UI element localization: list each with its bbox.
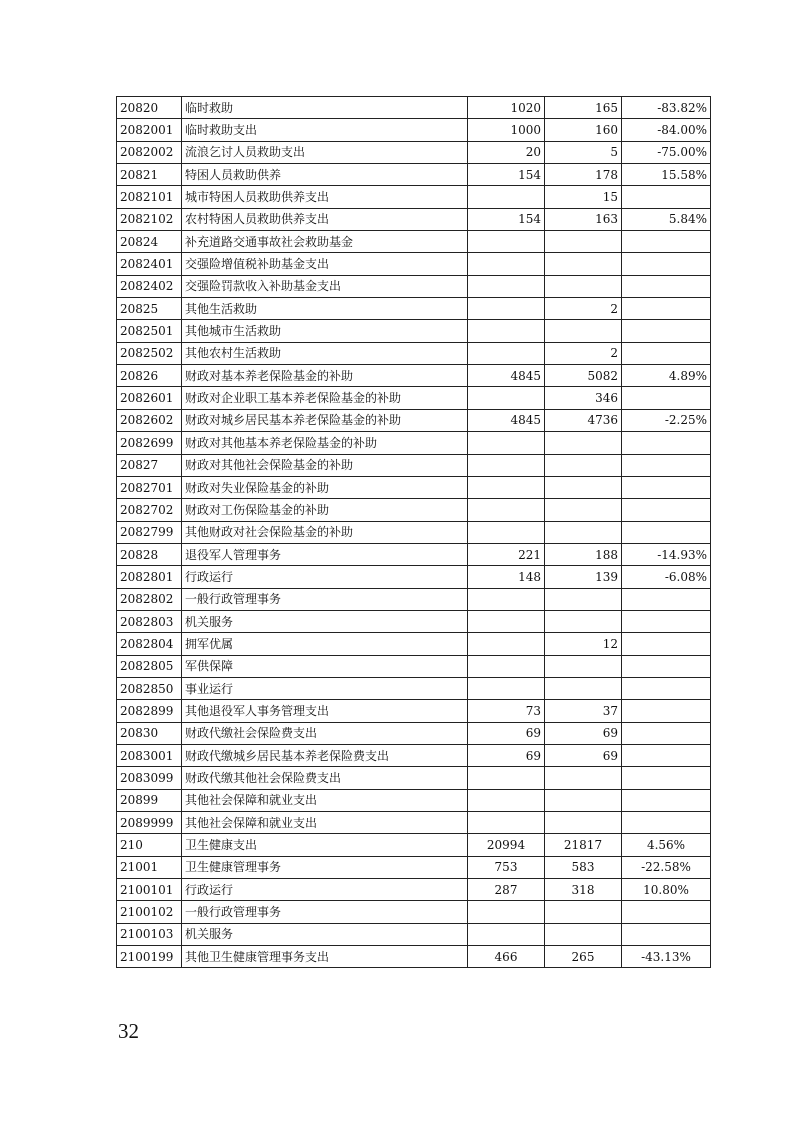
table-row <box>117 856 711 878</box>
name-cell: 特困人员救助供养 <box>182 164 468 186</box>
code-cell: 2082805 <box>117 655 182 677</box>
change-percent-cell <box>622 677 711 699</box>
code-cell: 210 <box>117 834 182 856</box>
table-row <box>117 454 711 476</box>
code-cell: 2083001 <box>117 744 182 766</box>
value-cell-1 <box>468 789 545 811</box>
value-cell-1: 287 <box>468 879 545 901</box>
name-cell: 财政代缴城乡居民基本养老保险费支出 <box>182 744 468 766</box>
name-cell: 财政对企业职工基本养老保险基金的补助 <box>182 387 468 409</box>
change-percent-cell <box>622 320 711 342</box>
table-body <box>117 97 711 968</box>
table-row <box>117 97 711 119</box>
table-row <box>117 186 711 208</box>
change-percent-cell <box>622 610 711 632</box>
code-cell: 21001 <box>117 856 182 878</box>
value-cell-2 <box>545 231 622 253</box>
code-cell: 2082602 <box>117 409 182 431</box>
name-cell: 临时救助 <box>182 97 468 119</box>
table-row <box>117 476 711 498</box>
table-row <box>117 834 711 856</box>
code-cell: 20826 <box>117 365 182 387</box>
value-cell-1: 154 <box>468 208 545 230</box>
name-cell: 财政对其他基本养老保险基金的补助 <box>182 432 468 454</box>
name-cell: 其他财政对社会保险基金的补助 <box>182 521 468 543</box>
value-cell-1 <box>468 253 545 275</box>
value-cell-2 <box>545 320 622 342</box>
table-row <box>117 543 711 565</box>
value-cell-1: 69 <box>468 722 545 744</box>
value-cell-1 <box>468 476 545 498</box>
table-row <box>117 655 711 677</box>
name-cell: 财政对其他社会保险基金的补助 <box>182 454 468 476</box>
code-cell: 20825 <box>117 298 182 320</box>
value-cell-2 <box>545 677 622 699</box>
value-cell-2 <box>545 275 622 297</box>
name-cell: 事业运行 <box>182 677 468 699</box>
table-row <box>117 231 711 253</box>
change-percent-cell <box>622 454 711 476</box>
value-cell-1: 20994 <box>468 834 545 856</box>
change-percent-cell: -22.58% <box>622 856 711 878</box>
change-percent-cell: -75.00% <box>622 141 711 163</box>
table-row <box>117 789 711 811</box>
table-row <box>117 387 711 409</box>
value-cell-2: 5082 <box>545 365 622 387</box>
value-cell-2 <box>545 454 622 476</box>
value-cell-2 <box>545 499 622 521</box>
table-row <box>117 633 711 655</box>
change-percent-cell <box>622 588 711 610</box>
name-cell: 一般行政管理事务 <box>182 901 468 923</box>
name-cell: 财政对基本养老保险基金的补助 <box>182 365 468 387</box>
change-percent-cell: 10.80% <box>622 879 711 901</box>
value-cell-1 <box>468 186 545 208</box>
change-percent-cell: -83.82% <box>622 97 711 119</box>
code-cell: 2082699 <box>117 432 182 454</box>
value-cell-1 <box>468 588 545 610</box>
table-row <box>117 677 711 699</box>
page-number: 32 <box>118 1019 139 1043</box>
value-cell-2 <box>545 610 622 632</box>
code-cell: 2100103 <box>117 923 182 945</box>
name-cell: 其他社会保障和就业支出 <box>182 789 468 811</box>
value-cell-1: 1000 <box>468 119 545 141</box>
value-cell-2: 12 <box>545 633 622 655</box>
code-cell: 2082799 <box>117 521 182 543</box>
table-row <box>117 141 711 163</box>
table-row <box>117 566 711 588</box>
code-cell: 2082701 <box>117 476 182 498</box>
change-percent-cell <box>622 253 711 275</box>
value-cell-1 <box>468 231 545 253</box>
change-percent-cell: 5.84% <box>622 208 711 230</box>
name-cell: 农村特困人员救助供养支出 <box>182 208 468 230</box>
value-cell-2: 139 <box>545 566 622 588</box>
value-cell-2: 2 <box>545 298 622 320</box>
code-cell: 2083099 <box>117 767 182 789</box>
table-row <box>117 432 711 454</box>
change-percent-cell: 15.58% <box>622 164 711 186</box>
name-cell: 财政对城乡居民基本养老保险基金的补助 <box>182 409 468 431</box>
value-cell-2 <box>545 521 622 543</box>
value-cell-1: 4845 <box>468 409 545 431</box>
name-cell: 临时救助支出 <box>182 119 468 141</box>
code-cell: 2082101 <box>117 186 182 208</box>
value-cell-1: 154 <box>468 164 545 186</box>
code-cell: 2089999 <box>117 812 182 834</box>
change-percent-cell <box>622 767 711 789</box>
code-cell: 20828 <box>117 543 182 565</box>
change-percent-cell <box>622 901 711 923</box>
value-cell-2: 346 <box>545 387 622 409</box>
change-percent-cell: -43.13% <box>622 946 711 968</box>
value-cell-1: 1020 <box>468 97 545 119</box>
value-cell-2: 318 <box>545 879 622 901</box>
table-row <box>117 365 711 387</box>
change-percent-cell <box>622 499 711 521</box>
change-percent-cell <box>622 476 711 498</box>
value-cell-2: 163 <box>545 208 622 230</box>
code-cell: 2082502 <box>117 342 182 364</box>
change-percent-cell <box>622 722 711 744</box>
value-cell-2 <box>545 812 622 834</box>
change-percent-cell <box>622 744 711 766</box>
table-row <box>117 901 711 923</box>
name-cell: 机关服务 <box>182 923 468 945</box>
value-cell-1 <box>468 655 545 677</box>
code-cell: 2082702 <box>117 499 182 521</box>
name-cell: 流浪乞讨人员救助支出 <box>182 141 468 163</box>
value-cell-1: 753 <box>468 856 545 878</box>
value-cell-1 <box>468 677 545 699</box>
value-cell-2 <box>545 901 622 923</box>
value-cell-1 <box>468 275 545 297</box>
name-cell: 其他卫生健康管理事务支出 <box>182 946 468 968</box>
change-percent-cell <box>622 432 711 454</box>
change-percent-cell <box>622 700 711 722</box>
value-cell-2 <box>545 789 622 811</box>
change-percent-cell <box>622 186 711 208</box>
value-cell-1 <box>468 610 545 632</box>
value-cell-2 <box>545 253 622 275</box>
table-row <box>117 499 711 521</box>
name-cell: 拥军优属 <box>182 633 468 655</box>
change-percent-cell: -6.08% <box>622 566 711 588</box>
value-cell-1 <box>468 923 545 945</box>
code-cell: 2082002 <box>117 141 182 163</box>
code-cell: 20827 <box>117 454 182 476</box>
change-percent-cell <box>622 298 711 320</box>
change-percent-cell <box>622 633 711 655</box>
expenditure-table <box>116 96 711 968</box>
value-cell-1 <box>468 633 545 655</box>
code-cell: 20821 <box>117 164 182 186</box>
code-cell: 2100199 <box>117 946 182 968</box>
value-cell-2: 188 <box>545 543 622 565</box>
table-row <box>117 923 711 945</box>
code-cell: 20830 <box>117 722 182 744</box>
table-row <box>117 275 711 297</box>
table-row <box>117 409 711 431</box>
value-cell-1: 466 <box>468 946 545 968</box>
change-percent-cell: -2.25% <box>622 409 711 431</box>
value-cell-2: 160 <box>545 119 622 141</box>
value-cell-1: 69 <box>468 744 545 766</box>
name-cell: 一般行政管理事务 <box>182 588 468 610</box>
value-cell-1: 221 <box>468 543 545 565</box>
code-cell: 2082850 <box>117 677 182 699</box>
name-cell: 补充道路交通事故社会救助基金 <box>182 231 468 253</box>
table-row <box>117 879 711 901</box>
name-cell: 机关服务 <box>182 610 468 632</box>
table-row <box>117 722 711 744</box>
table-row <box>117 119 711 141</box>
table-row <box>117 298 711 320</box>
change-percent-cell <box>622 789 711 811</box>
code-cell: 2082501 <box>117 320 182 342</box>
value-cell-2: 2 <box>545 342 622 364</box>
name-cell: 财政对工伤保险基金的补助 <box>182 499 468 521</box>
code-cell: 2100101 <box>117 879 182 901</box>
change-percent-cell <box>622 655 711 677</box>
table-row <box>117 253 711 275</box>
name-cell: 行政运行 <box>182 879 468 901</box>
value-cell-2 <box>545 767 622 789</box>
code-cell: 2082601 <box>117 387 182 409</box>
value-cell-1 <box>468 767 545 789</box>
value-cell-1 <box>468 298 545 320</box>
value-cell-2: 5 <box>545 141 622 163</box>
name-cell: 军供保障 <box>182 655 468 677</box>
name-cell: 其他社会保障和就业支出 <box>182 812 468 834</box>
table-row <box>117 610 711 632</box>
name-cell: 财政代缴其他社会保险费支出 <box>182 767 468 789</box>
name-cell: 交强险罚款收入补助基金支出 <box>182 275 468 297</box>
value-cell-1 <box>468 521 545 543</box>
name-cell: 其他生活救助 <box>182 298 468 320</box>
value-cell-2: 165 <box>545 97 622 119</box>
name-cell: 其他农村生活救助 <box>182 342 468 364</box>
value-cell-1 <box>468 432 545 454</box>
code-cell: 2082899 <box>117 700 182 722</box>
code-cell: 2082401 <box>117 253 182 275</box>
value-cell-1 <box>468 342 545 364</box>
value-cell-2: 265 <box>545 946 622 968</box>
code-cell: 2082801 <box>117 566 182 588</box>
name-cell: 退役军人管理事务 <box>182 543 468 565</box>
value-cell-2: 21817 <box>545 834 622 856</box>
value-cell-1 <box>468 812 545 834</box>
value-cell-2: 69 <box>545 722 622 744</box>
change-percent-cell: -14.93% <box>622 543 711 565</box>
value-cell-2 <box>545 923 622 945</box>
value-cell-1: 73 <box>468 700 545 722</box>
name-cell: 财政代缴社会保险费支出 <box>182 722 468 744</box>
value-cell-2: 4736 <box>545 409 622 431</box>
table-row <box>117 588 711 610</box>
name-cell: 财政对失业保险基金的补助 <box>182 476 468 498</box>
change-percent-cell <box>622 923 711 945</box>
value-cell-1 <box>468 454 545 476</box>
change-percent-cell: -84.00% <box>622 119 711 141</box>
code-cell: 20820 <box>117 97 182 119</box>
value-cell-2 <box>545 476 622 498</box>
name-cell: 其他城市生活救助 <box>182 320 468 342</box>
name-cell: 卫生健康支出 <box>182 834 468 856</box>
table-row <box>117 164 711 186</box>
code-cell: 2082803 <box>117 610 182 632</box>
table-row <box>117 342 711 364</box>
code-cell: 2082001 <box>117 119 182 141</box>
code-cell: 20824 <box>117 231 182 253</box>
table-row <box>117 767 711 789</box>
value-cell-1 <box>468 901 545 923</box>
table-row <box>117 744 711 766</box>
change-percent-cell: 4.56% <box>622 834 711 856</box>
name-cell: 城市特困人员救助供养支出 <box>182 186 468 208</box>
change-percent-cell <box>622 231 711 253</box>
value-cell-1: 20 <box>468 141 545 163</box>
table-row <box>117 812 711 834</box>
table-row <box>117 946 711 968</box>
value-cell-1 <box>468 387 545 409</box>
value-cell-1: 148 <box>468 566 545 588</box>
code-cell: 2082804 <box>117 633 182 655</box>
value-cell-2 <box>545 588 622 610</box>
code-cell: 2082402 <box>117 275 182 297</box>
value-cell-1 <box>468 320 545 342</box>
change-percent-cell <box>622 812 711 834</box>
value-cell-1: 4845 <box>468 365 545 387</box>
value-cell-2: 583 <box>545 856 622 878</box>
value-cell-2: 69 <box>545 744 622 766</box>
code-cell: 2100102 <box>117 901 182 923</box>
value-cell-2: 15 <box>545 186 622 208</box>
change-percent-cell <box>622 275 711 297</box>
change-percent-cell <box>622 387 711 409</box>
value-cell-1 <box>468 499 545 521</box>
table-row <box>117 208 711 230</box>
value-cell-2 <box>545 432 622 454</box>
code-cell: 2082802 <box>117 588 182 610</box>
name-cell: 其他退役军人事务管理支出 <box>182 700 468 722</box>
table-row <box>117 521 711 543</box>
name-cell: 卫生健康管理事务 <box>182 856 468 878</box>
value-cell-2 <box>545 655 622 677</box>
value-cell-2: 178 <box>545 164 622 186</box>
code-cell: 2082102 <box>117 208 182 230</box>
change-percent-cell <box>622 521 711 543</box>
code-cell: 20899 <box>117 789 182 811</box>
value-cell-2: 37 <box>545 700 622 722</box>
name-cell: 交强险增值税补助基金支出 <box>182 253 468 275</box>
table-row <box>117 320 711 342</box>
name-cell: 行政运行 <box>182 566 468 588</box>
change-percent-cell: 4.89% <box>622 365 711 387</box>
table-row <box>117 700 711 722</box>
change-percent-cell <box>622 342 711 364</box>
